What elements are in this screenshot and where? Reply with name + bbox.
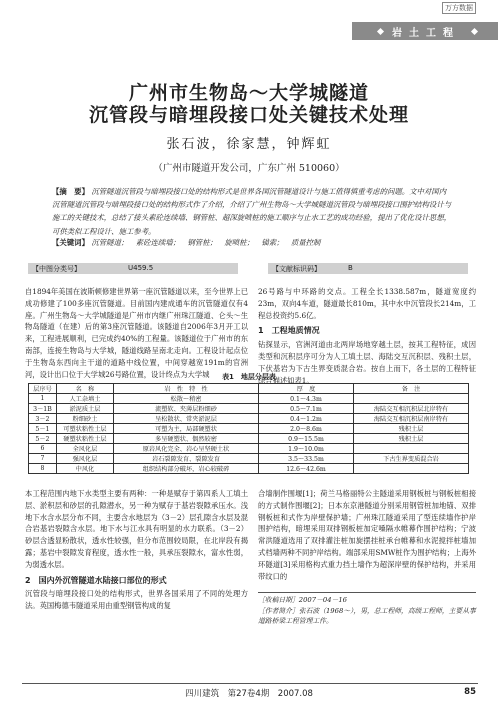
table-cell: 全风化层 [56,444,113,454]
abstract-label: 【摘 要】 [52,187,89,196]
table-header-cell: 厚 度 [259,384,354,394]
table-header-cell: 备 注 [354,384,469,394]
table-row [29,414,469,424]
section-1-heading: 1 工程地质情况 [258,326,320,336]
table-cell: 多呈硬塑状、偶然较密 [114,434,259,444]
title-line-1: 广州市生物岛～大学城隧道 [128,82,369,104]
table-cell: 残积土层 [354,434,469,444]
left-column-lower [25,488,248,612]
keywords [52,237,452,248]
section-2-heading: 2 国内外沉管隧道水陆接口部位的形式 [25,575,167,585]
table-cell: 6 [29,444,57,454]
doc-code-label: 【文献标识码】 [272,265,321,273]
doc-code-box [268,263,468,274]
intro-paragraph: 自1894年美国在波斯顿修建世界第一座沉管隧道以来，至今世界上已成功修建了100多座沉管隧道。目前国内建成通车的沉管隧道仅有4座。广州生物岛～大学城隧道是广州市内继广州珠江隧道、仑头～生物岛隧道（在建）后的第3座沉管隧道。该隧道自2006年3月开工以来，工程进展顺利，已完成约40%的工程量。该隧道位于广州市的东南部，连接生物岛与大学城，隧道线路呈南北走向。工程设计起点位于生物岛东西向主干道的道路中线位置，中间穿越宽191m的官洲河，设计出口位于大学城26号路位置，设计终点为大学城 [25,287,248,379]
table-row [29,464,469,474]
table-cell: 淤泥质土层 [56,404,113,414]
table-cell: 流塑软、夹薄层粉细砂 [114,404,259,414]
author-bio: ［作者简介］张石波（1968～），男，总工程师，高级工程师，主要从事道路桥梁工程管理工作。 [258,606,476,625]
section-tag: 岩土工程 [392,28,460,39]
table-cell: 原岩风化完全、岩心呈坚硬土状 [114,444,259,454]
table-cell: 组织结构部分破坏，岩心较破碎 [114,464,259,474]
classification-bar [28,263,468,274]
abstract [52,185,452,238]
received-date: ［收稿日期］2007－04－16 [258,596,347,604]
clc-label: 【中图分类号】 [32,265,81,273]
clc-box [28,263,238,274]
footnote [258,592,476,627]
groundwater-paragraph: 本工程范围内地下水类型主要有两种：一种是赋存于第四系人工填土层、淤积层和砂层的孔隙潜水，另一种为赋存于基岩裂隙承压水。浅地下水含水层分布不同，主要含水地层为（3－2）层孔隙含水层及混合岩基岩裂隙含水层。地下水与江水具有明显的水力联系。（3－2）砂层含透显粉散状，透水性较强，但分布范围较局限，在北岸段有揭露；基岩中裂隙发育程度，透水性一般，具承压裂隙水，富水性弱，为弱透水层。 [25,489,248,569]
table-row [29,434,469,444]
table-cell: 可塑状粘性土层 [56,424,113,434]
table-cell: 3－2 [29,414,57,424]
watermark-label: 万方数据 [442,2,476,14]
table-cell: 0.4～1.2m [259,414,354,424]
table-cell: 7 [29,454,57,464]
table-cell: 呈松散状、常夹淤泥层 [114,414,259,424]
page-footer [0,683,498,703]
doc-code-value: B [348,264,353,272]
intro-continued: 26号路与中环路的交点。工程全长1338.587m，隧道宽度约23m，双向4车道，隧道最长810m，其中水中沉管段长214m，工程总投资约5.6亿。 [258,287,476,320]
table-header-cell: 名 称 [56,384,113,394]
table-cell: 1.9～10.0m [259,444,354,454]
table-cell: 中风化 [56,464,113,474]
table-cell: 人工杂填土 [56,394,113,404]
footer-rule [22,683,478,684]
table-header-cell: 层序号 [29,384,57,394]
table-cell: 强风化层 [56,454,113,464]
table-cell: 粉细砂土 [56,414,113,424]
table-cell: 残积土层 [354,424,469,434]
keywords-text: 沉管隧道； 素砼连续墙； 钢管桩； 旋喷桩； 锚索； 质量控制 [91,238,321,247]
section-tag-band [352,22,498,40]
table-cell: 3.5～33.5m [259,454,354,464]
section-1-text: 钻探显示，官洲河道由北两岸场地穿越土层，按其工程特征，成因类型和沉积层序可分为人工填土层、海陆交互沉积层、残积土层，下伏基岩为下古生界变质混合岩。按自上而下，各土层的工程特征综合描述如表1。 [258,340,476,385]
table-cell: 5－1 [29,424,57,434]
stratum-table [28,383,469,474]
table-cell: 2.0～8.6m [259,424,354,434]
table-cell: 硬塑状粘性土层 [56,434,113,444]
table-cell [354,444,469,454]
table-row [29,404,469,414]
table-cell: 5－2 [29,434,57,444]
table-cell [354,464,469,474]
table-cell: 松散～稍密 [114,394,259,404]
diamond-icon [471,28,478,35]
journal-info: 四川建筑 第27卷4期 2007.08 [185,689,313,699]
page-number: 85 [464,687,476,697]
keywords-label: 【关键词】 [52,238,89,247]
table-row [29,444,469,454]
table-body [29,394,469,474]
table-cell: 0.5～7.1m [259,404,354,414]
table-cell: 海陆交互相沉积层北岸特有 [354,404,469,414]
table-header-cell: 岩 性 特 性 [114,384,259,394]
table-cell: 可塑为主，局部硬塑状 [114,424,259,434]
authors: 张石波，徐家慧，钟辉虹 [166,137,332,152]
table-cell [354,394,469,404]
diamond-icon [377,28,384,35]
section-2-text: 沉管段与暗埋段接口处的结构形式，世界各国采用了不同的处理方法。英国梅德韦隧道采用由重型钢管构成的复 [25,589,248,611]
table-cell: 8 [29,464,57,474]
table-row [29,394,469,404]
table-cell: 岩石裂隙发育、裂隙发育 [114,454,259,464]
abstract-text: 沉管隧道沉管段与暗埋段接口处的结构形式是世界各国沉管隧道设计与施工值得慎重考虑的问题。文中对国内沉管隧道沉管段与暗埋段接口处的结构形式作了介绍，介绍了广州生物岛～大学城隧道沉管段与暗埋段接口围护结构设计与施工的关键技术，总结了接头素砼连续墙、钢管桩、超深旋喷桩的施工顺序与止水工艺的成功经验，提出了优化设计思想，可供类似工程设计、施工参考。 [52,187,452,236]
table-cell: 0.1～4.3m [259,394,354,404]
table-cell: 下古生界变质混合岩 [354,454,469,464]
table-row [29,424,469,434]
table-caption: 表1 地层分层表 [222,373,276,381]
title-line-2: 沉管段与暗埋段接口处关键技术处理 [88,104,409,126]
table-cell: 3－1B [29,404,57,414]
table-cell: 海陆交互相沉积层南岸特有 [354,414,469,424]
affiliation: （广州市隧道开发公司，广东广州 510060） [153,163,345,174]
table-cell: 1 [29,394,57,404]
right-column-lower: 合墙制作围堰[1]；荷兰马格丽特公主隧道采用钢板桩与钢板桩相接的方式制作围堰[2]；日本东京港隧道分别采用钢管桩加地锚、双排钢板桩和式作为岸壁保护墙；广州珠江隧道采用了型连续墙作护岸围护结构，暗埋采用双排钢板桩加定嗓隔水帷幕作围护结构；宁波常洪隧道选用了双排灌注桩加旋摆挂桩承台帷幕和水泥搅拌桩墙加式档墙两种不同护岸结构。端部采用SMW桩作为围护结构；上海外环隧道[3]采用格构式重力挡土墙作为超深岸壁的保护结构，并采用带纹口的 [258,489,476,581]
table-cell: 0.9～15.5m [259,434,354,444]
table-header-row [29,384,469,394]
table-cell: 12.6～42.6m [259,464,354,474]
clc-value: U459.5 [128,264,154,272]
table-row [29,454,469,464]
